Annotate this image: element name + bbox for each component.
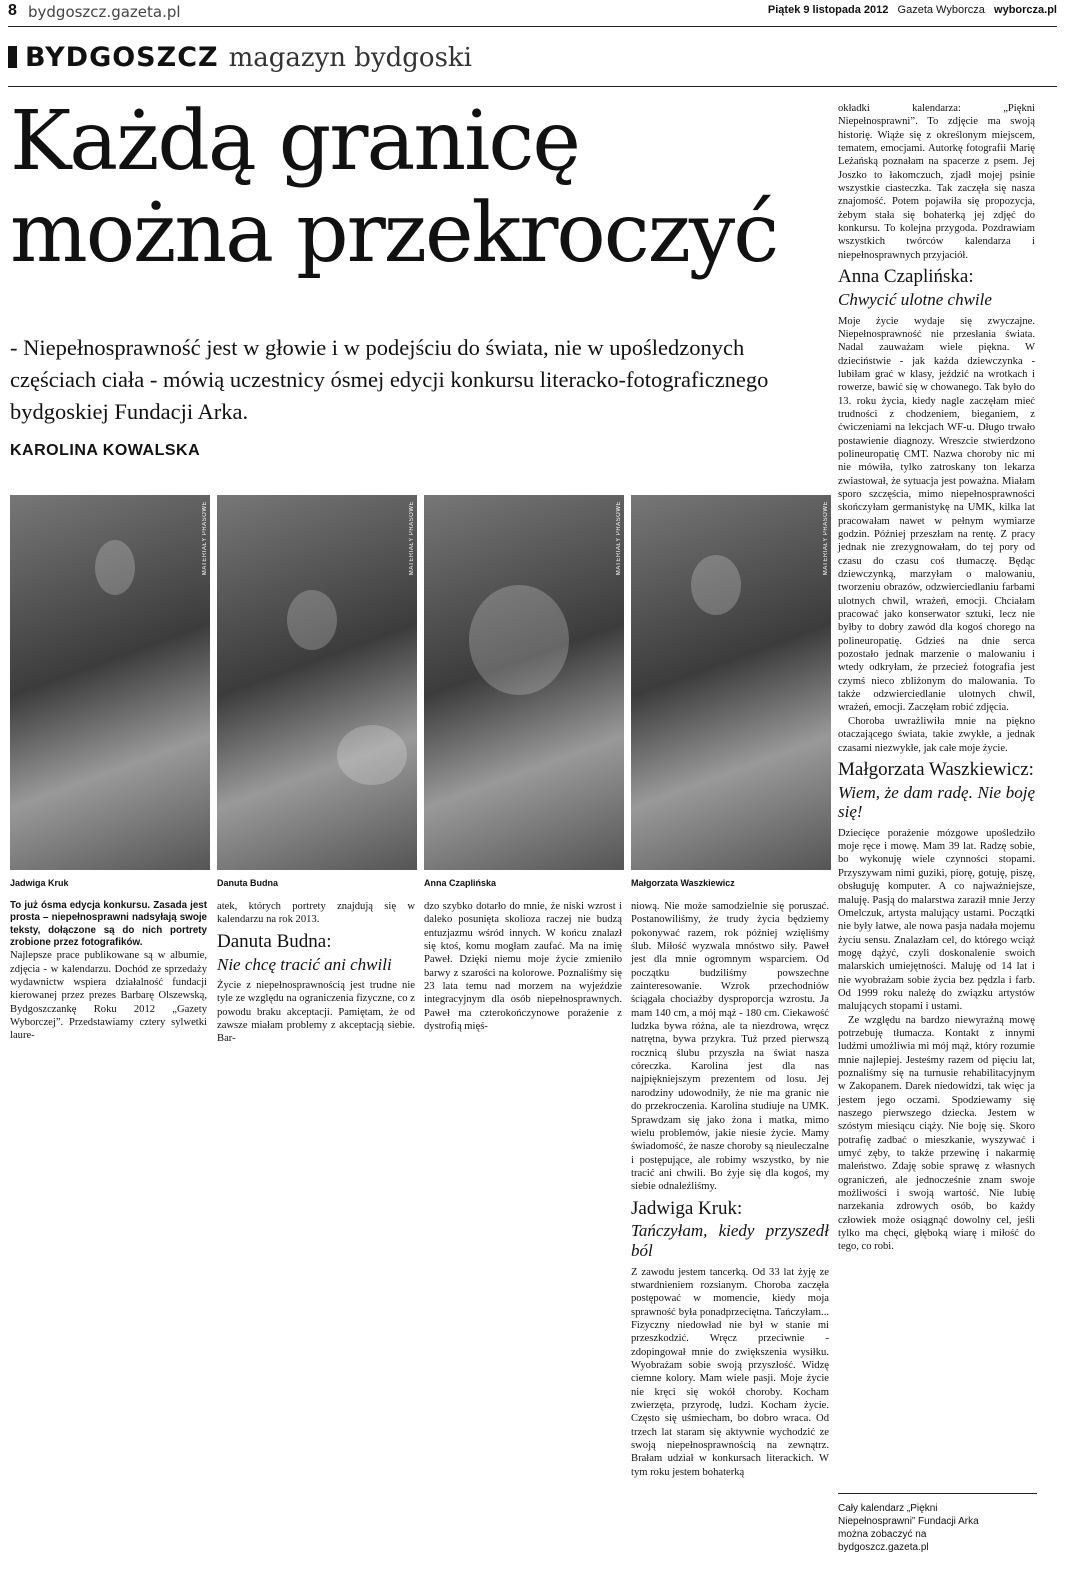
article-column-5 — [838, 102, 1035, 1254]
body-text: Moje życie wydaje się zwyczajne. Niepełnosprawność nie przesłania świata. Nadal zauważam wiele piękna. W dzieciństwie - jak każda dziewczynka - lubiłam grać w klasy, jeździć na wrotkach i rowerze, bawić się w chowanego. Tak było do 13. roku życia, kiedy nagle zaczęłam mieć trudności z chodzeniem, bieganiem, z ćwiczeniami na lekcjach WF-u. Długo trwało postawienie diagnozy. Wreszcie stwierdzono polineuropatię CMT. Nazwa choroby nic mi nie mówiła, tylko zatroskany ton lekarza zwiastował, że sytuacja jest poważna. Miałam sporo szczęścia, mimo niepełnosprawności skończyłam germanistykę na UMK, kilka lat pracowałam nawet w pełnym wymiarze godzin. Później przeszłam na rentę. Z pracy jednak nie zrezygnowałam, do tej pory od czasu do czasu coś tłumaczę. Będąc dziewczynką, marzyłam o malowaniu, tworzeniu obrazów, odzwierciedlaniu farbami ulotnych chwil, wrażeń, emocji. Chciałam pracować jako konserwator sztuki, lecz nie byłby to dobry zawód dla kogoś chorego na polineuropatię. Gdzieś na dnie serca pozostało jednak marzenie o malowaniu i wtedy odkryłam, że przecież fotografia jest czymś nieco zbliżonym do malowania. To także odzwierciedlanie ulotnych chwil, wrażeń, emocji. Zaczęłam robić zdjęcia. — [838, 315, 1035, 714]
page-number: 8 — [8, 2, 17, 19]
page-header — [8, 2, 1057, 26]
photo-credit: MATERIAŁY PRASOWE — [616, 501, 622, 576]
photo-figure — [287, 590, 337, 650]
photo-figure — [95, 540, 135, 595]
header-right — [768, 4, 1057, 16]
profile-name: Jadwiga Kruk: — [631, 1197, 743, 1219]
photo-anna-czaplinska — [424, 495, 624, 870]
section-subtitle: magazyn bydgoski — [228, 43, 472, 73]
profile-name: Małgorzata Waszkiewicz: — [838, 758, 1034, 780]
section-name: BYDGOSZCZ — [25, 42, 219, 73]
photo-caption: Anna Czaplińska — [424, 878, 497, 888]
header-rule — [8, 26, 1057, 27]
photo-credit: MATERIAŁY PRASOWE — [202, 501, 208, 576]
profile-title: Tańczyłam, kiedy przyszedł ból — [631, 1221, 829, 1260]
profile-name: Danuta Budna: — [217, 930, 332, 952]
site-name[interactable]: bydgoszcz.gazeta.pl — [28, 3, 181, 21]
section-marker — [8, 46, 17, 68]
note-rule — [838, 1493, 1037, 1494]
body-text: Choroba uwrażliwiła mnie na piękno otaczającego świata, takie zwykłe, a jednak czasami niezwykłe, jak całe moje życie. — [838, 715, 1035, 754]
photo-figure — [691, 555, 741, 615]
lead: - Niepełnosprawność jest w głowie i w podejściu do świata, nie w upośledzonych częściach ciała - mówią uczestnicy ósmej edycji konkursu literacko-fotograficznego bydgoskiej Fundacji Arka. — [10, 335, 769, 424]
profile-title: Nie chcę tracić ani chwili — [217, 954, 392, 974]
body-text: Z zawodu jestem tancerką. Od 33 lat żyję ze stwardnieniem rozsianym. Choroba zaczęła postępować w momencie, kiedy moja sprawność była ponadprzeciętna. Tańczyłam... Fizyczny niedowład nie był w stanie mi przeszkodzić. Wręcz przeciwnie - zdopingował mnie do zwiększenia wysiłku. Wyobrażam sobie swoją przyszłość. Widzę ciemne kolory. Mam wiele pasji. Moje życie nie kręci się wokół choroby. Kocham zwierzęta, przyrodę, ludzi. Kocham życie. Często się uśmiecham, bo dobro wraca. Od trzech lat staram się aktywnie wychodzić ze swoją niepełnosprawnością na zewnątrz. Brałam udział w konkursach literackich. W tym roku jestem bohaterką — [631, 1266, 829, 1478]
photo-danuta-budna — [217, 495, 417, 870]
article-column-1 — [10, 900, 207, 1043]
profile-title: Wiem, że dam radę. Nie boję się! — [838, 782, 1035, 822]
photo-credit: MATERIAŁY PRASOWE — [409, 501, 415, 576]
photo-jadwiga-kruk — [10, 495, 210, 870]
photo-caption: Małgorzata Waszkiewicz — [631, 878, 735, 888]
headline-line-2: można przekroczyć — [10, 185, 778, 281]
photo-figure — [337, 725, 407, 785]
body-text: dzo szybko dotarło do mnie, że niski wzrost i daleko posunięta skolioza raczej nie budzą entuzjazmu wśród innych. W końcu znalazł się ktoś, komu mogłam zaufać. Ma na imię Paweł. Dzięki niemu moje życie zmieniło barwy z szarości na kolorowe. Poznaliśmy się 23 lata temu nad morzem na wyjeździe integracyjnym dla osób niepełnosprawnych. Paweł ma czterokończynowe porażenie z dystrofią mięś- — [424, 901, 622, 1033]
photo-malgorzata-waszkiewicz — [631, 495, 831, 870]
article-column-3 — [424, 900, 622, 1033]
intro-bold: To już ósma edycja konkursu. Zasada jest prosta – niepełnosprawni nadsyłają swoje teksty, dołączone są do nich portrety zrobione przez fotografików. — [10, 900, 207, 949]
section-header — [8, 42, 472, 72]
headline — [10, 96, 810, 280]
body-text: niową. Nie może samodzielnie się poruszać. Postanowiliśmy, że trudy życia będziemy pokonywać razem, rok później wzięliśmy ślub. Miłość wyzwala mnóstwo siły. Paweł jest dla mnie ogromnym wsparciem. Od początku budziliśmy powszechne zainteresowanie. Wzrok przechodniów ściągała chociażby dysproporcja wzrostu. Ja mam 140 cm, a mój mąż - 180 cm. Ciekawość ludzka bywa różna, ale ta niezdrowa, wręcz natrętna, bywa przykra. Tuż przed pierwszą rocznicą ślubu przyszła na świat nasza córeczka. Karolina jest dla nas najpiękniejszym prezentem od losu. Jej narodziny udowodniły, że nie ma granic nie do przekroczenia. Karolina studiuje na UMK. Sprawdzam się jako żona i matka, mimo wielu problemów, jakie niesie życie. Mamy świadomość, że nasze choroby są nieuleczalne i postępujące, ale robimy wszystko, by nie tracić ani chwili. Bo żyje się dla kogoś, my siebie odnaleźliśmy. — [631, 901, 829, 1193]
byline: KAROLINA KOWALSKA — [10, 442, 201, 459]
body-text: atek, których portrety znajdują się w kalendarzu na rok 2013. — [217, 901, 415, 926]
body-text: Dziecięce porażenie mózgowe upośledziło moje ręce i mowę. Mam 39 lat. Radzę sobie, bo wykonuję wiele czynności stopami. Przyszywam nimi guziki, piorę, gotuję, piszę, obsługuję komputer. A co najważniejsze, maluję. Pasją do malarstwa zaraził mnie Jerzy Omelczuk, artysta malujący ustami. Początki nie były łatwe, ale nowa pasja nadała mojemu życiu sensu. Znalazłam cel, do którego wciąż mogę dążyć, czyli doskonalenie swoich malarskich umiejętności. Maluję od 14 lat i nie wyobrażam sobie życia bez pędzla i farb. Od 1999 roku należę do związku artystów malujących stopami i ustami. — [838, 827, 1035, 1013]
headline-line-1: Każdą granicę — [10, 94, 579, 189]
photo-caption: Danuta Budna — [217, 878, 279, 888]
paper-name: Gazeta Wyborcza — [897, 4, 985, 16]
photo-figure — [469, 585, 569, 695]
photo-caption: Jadwiga Kruk — [10, 878, 69, 888]
paper-site[interactable]: wyborcza.pl — [994, 4, 1057, 16]
body-text: okładki kalendarza: „Piękni Niepełnosprawni”. To zdjęcie ma swoją historię. Wiąże się z określonym miejscem, tematem, emocjami. Autorkę fotografii Marię Leżańską poznałam na spacerze z psem. Jej Joszko to łakomczuch, zjadł mojej psinie wszystkie ciasteczka. Tak zaczęła się nasza znajomość. Potem pojawiła się propozycja, żebym stała się bohaterką jej zdjęć do konkursu. To kolejna przygoda. Pozdrawiam wszystkich twórców kalendarza i niepełnosprawnych przyjaciół. — [838, 103, 1035, 261]
article-column-4 — [631, 900, 829, 1479]
section-rule — [8, 86, 1057, 87]
article-column-2 — [217, 900, 415, 1046]
body-text: Życie z niepełnosprawnością jest trudne nie tyle ze względu na ograniczenia fizyczne, co z powodu braku akceptacji. Pamiętam, że od zawsze miałam problemy z akceptacją siebie. Bar- — [217, 980, 415, 1045]
body-text: Ze względu na bardzo niewyraźną mowę potrzebuję tłumacza. Kontakt z innymi ludźmi umożliwia mi mój mąż, który rozumie mnie najlepiej. Jesteśmy razem od pięciu lat, poznaliśmy się na turnusie rehabilitacyjnym w Zakopanem. Darek niedowidzi, tak więc ja jestem jego oczami. Spodziewamy się naszego pierwszego dziecka. Jestem w szóstym miesiącu ciąży. Nie boję się. Skoro potrafię zadbać o mieszkanie, wyszywać i umyć zęby, to także przewinę i nakarmię maleństwo. Zdaję sobie sprawę z własnych ograniczeń, ale jednocześnie znam swoje możliwości i swoją wartość. Nie lubię narzekania zdrowych osób, bo każdy człowiek może osiągnąć dowolny cel, jeśli tylko ma chęci, głęboką wiarę i miłość do tego, co robi. — [838, 1014, 1035, 1253]
profile-title: Chwycić ulotne chwile — [838, 289, 992, 309]
photo-credit: MATERIAŁY PRASOWE — [823, 501, 829, 576]
profile-name: Anna Czaplińska: — [838, 266, 974, 288]
body-text: Najlepsze prace publikowane są w albumie, zdjęcia - w kalendarzu. Dochód ze sprzedaży wydawnictw wspiera działalność fundacji kierowanej przez prezes Barbarę Olszewską, Bydgoszczankę Roku 2012 „Gazety Wyborczej”. Przedstawiamy cztery sylwetki laure- — [10, 950, 207, 1042]
issue-date: Piątek 9 listopada 2012 — [767, 4, 889, 16]
calendar-note: Cały kalendarz „Piękni Niepełnosprawni” Fundacji Arka można zobaczyć na bydgoszcz.gazeta.pl — [838, 1503, 979, 1553]
